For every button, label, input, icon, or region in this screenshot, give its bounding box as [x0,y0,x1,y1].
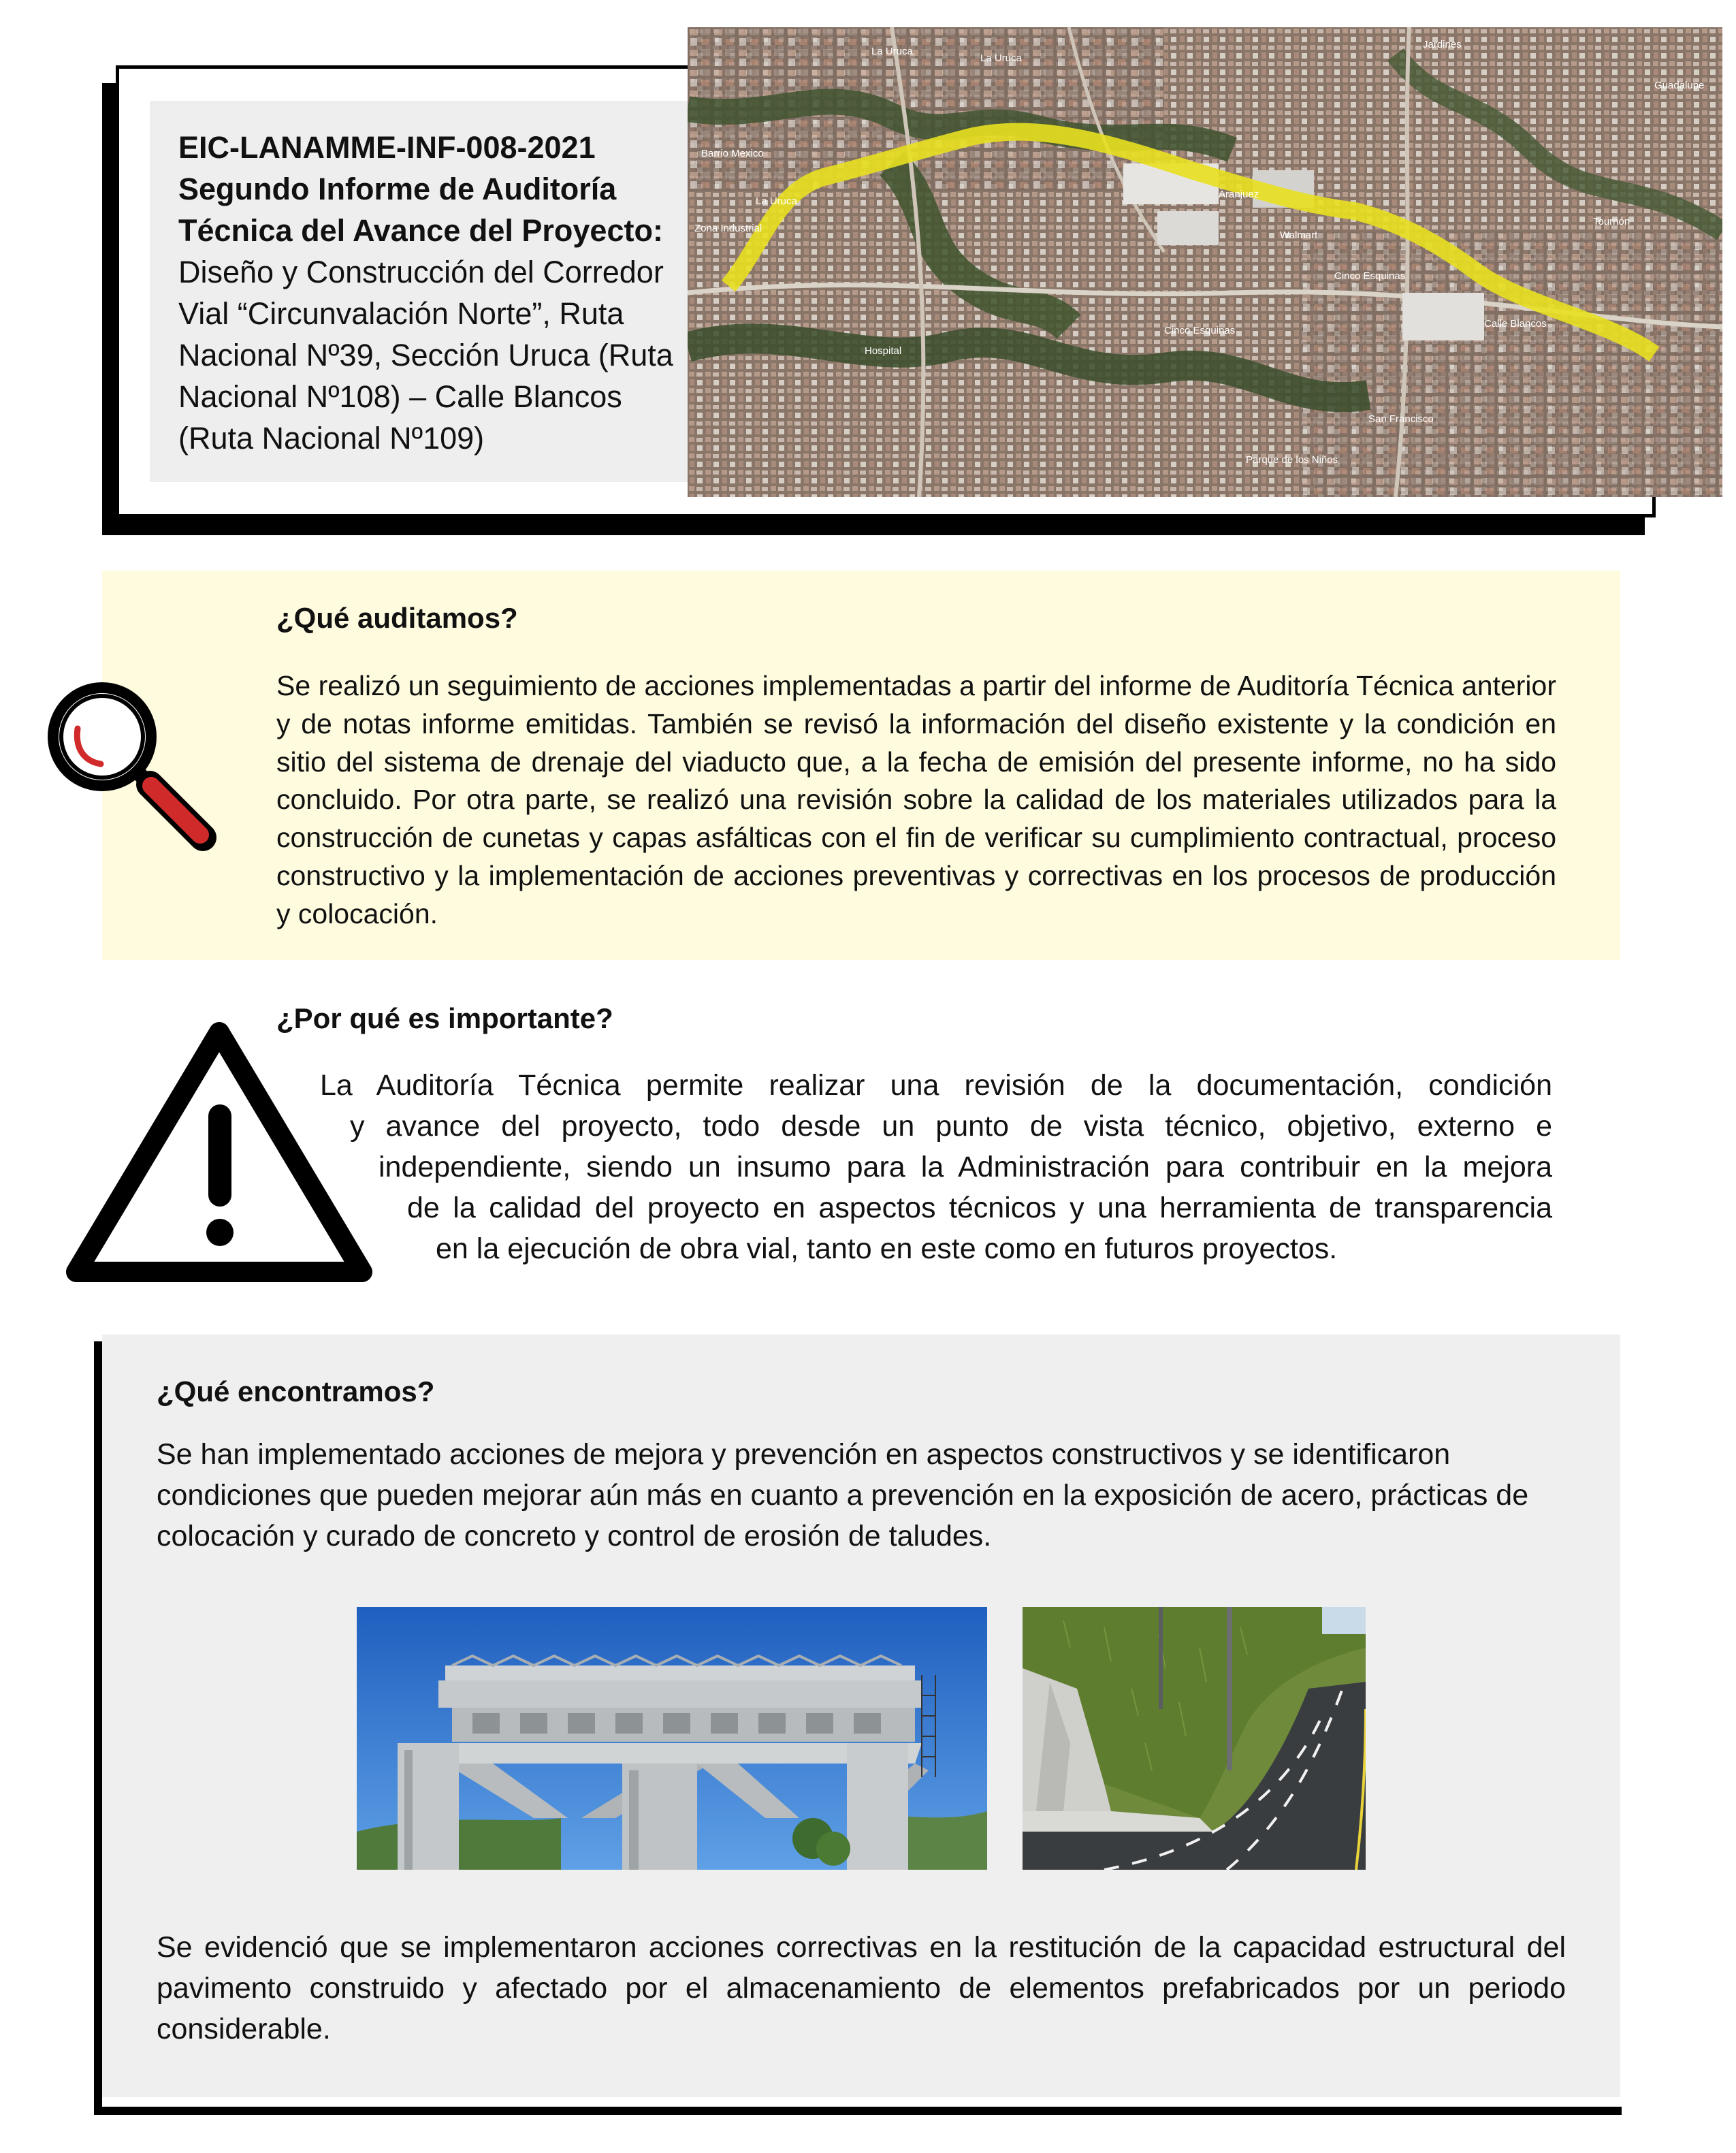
map-label: Guadalupe [1654,80,1705,91]
map-label: La Uruca [980,52,1022,64]
map-label: Tournón [1593,216,1630,227]
findings-border-bottom [94,2107,1622,2115]
map-label: Barrio Mexico [701,148,764,159]
importance-text-line: independiente, siendo un insumo para la Administración para contribuir en la mejora [379,1151,1552,1183]
findings-paragraph: Se han implementado acciones de mejora y prevención en aspectos constructivos y se identificaron condiciones que pueden mejorar aún más en cuanto a prevención en la exposición de acero, prácticas de colocación y curado de concreto y control de erosión de taludes. [157,1438,1529,1552]
map-label: Cinco Esquinas [1334,270,1406,282]
map-label: Walmart [1280,229,1318,241]
header-text [178,127,682,459]
importance-text-line: y avance del proyecto, todo desde un punto de vista técnico, objetivo, externo e [350,1110,1552,1143]
findings-paragraph: Se evidenció que se implementaron acciones correctivas en la restitución de la capacidad estructural del pavimento construido y afectado por el almacenamiento de elementos prefabricados por un periodo considerable. [157,1931,1566,2045]
report-title-line2: Técnica del Avance del Proyecto: [178,213,663,248]
map-label: San Francisco [1368,413,1434,425]
warning-icon [63,1016,376,1288]
road-slope-photo [1023,1607,1366,1870]
map-label: Cinco Esquinas [1164,325,1236,336]
section-title: ¿Por qué es importante? [276,1002,613,1034]
importance-text-line: La Auditoría Técnica permite realizar una revisión de la documentación, condición [320,1069,1552,1102]
map-label: Calle Blancos [1484,318,1547,330]
map-label: La Uruca [871,46,913,57]
project-desc-line: Nacional Nº39, Sección Uruca (Ruta [178,338,673,372]
project-desc-line: Vial “Circunvalación Norte”, Ruta [178,296,624,331]
map-label: Hospital [865,345,902,357]
importance-text-line: en la ejecución de obra vial, tanto en este como en futuros proyectos. [436,1232,1338,1265]
map-label: Aranjuez [1219,189,1259,200]
map-label: Parque de los Niños [1246,454,1338,466]
satellite-map [688,27,1722,497]
map-label: Zona Industrial [694,223,762,234]
project-desc-line: Nacional Nº108) – Calle Blancos [178,379,622,414]
importance-text-line: de la calidad del proyecto en aspectos técnicos y una herramienta de transparencia [407,1192,1552,1224]
project-desc-line: (Ruta Nacional Nº109) [178,421,485,456]
map-label: La Uruca [756,195,797,207]
report-title-line1: Segundo Informe de Auditoría [178,172,617,206]
findings-border-left [94,1341,102,2115]
project-desc-line: Diseño y Construcción del Corredor [178,255,664,289]
viaduct-photo [357,1607,987,1870]
map-label: Jardines [1423,39,1462,50]
section-title: ¿Qué auditamos? [276,602,518,634]
magnifying-glass-icon [29,674,219,865]
section-title: ¿Qué encontramos? [157,1375,435,1407]
report-code: EIC-LANAMME-INF-008-2021 [178,130,596,165]
section-body: Se realizó un seguimiento de acciones implementadas a partir del informe de Auditoría Técnica anterior y de notas informe emitidas. También se revisó la información del diseño existente y la condición en sitio del sistema de drenaje del viaducto que, a la fecha de emisión del presente informe, no ha sido concluido. Por otra parte, se realizó una revisión sobre la calidad de los materiales utilizados para la construcción de cunetas y capas asfálticas con el fin de verificar su cumplimiento contractual, proceso constructivo y la implementación de acciones preventivas y correctivas en los procesos de producción y colocación. [276,670,1556,929]
